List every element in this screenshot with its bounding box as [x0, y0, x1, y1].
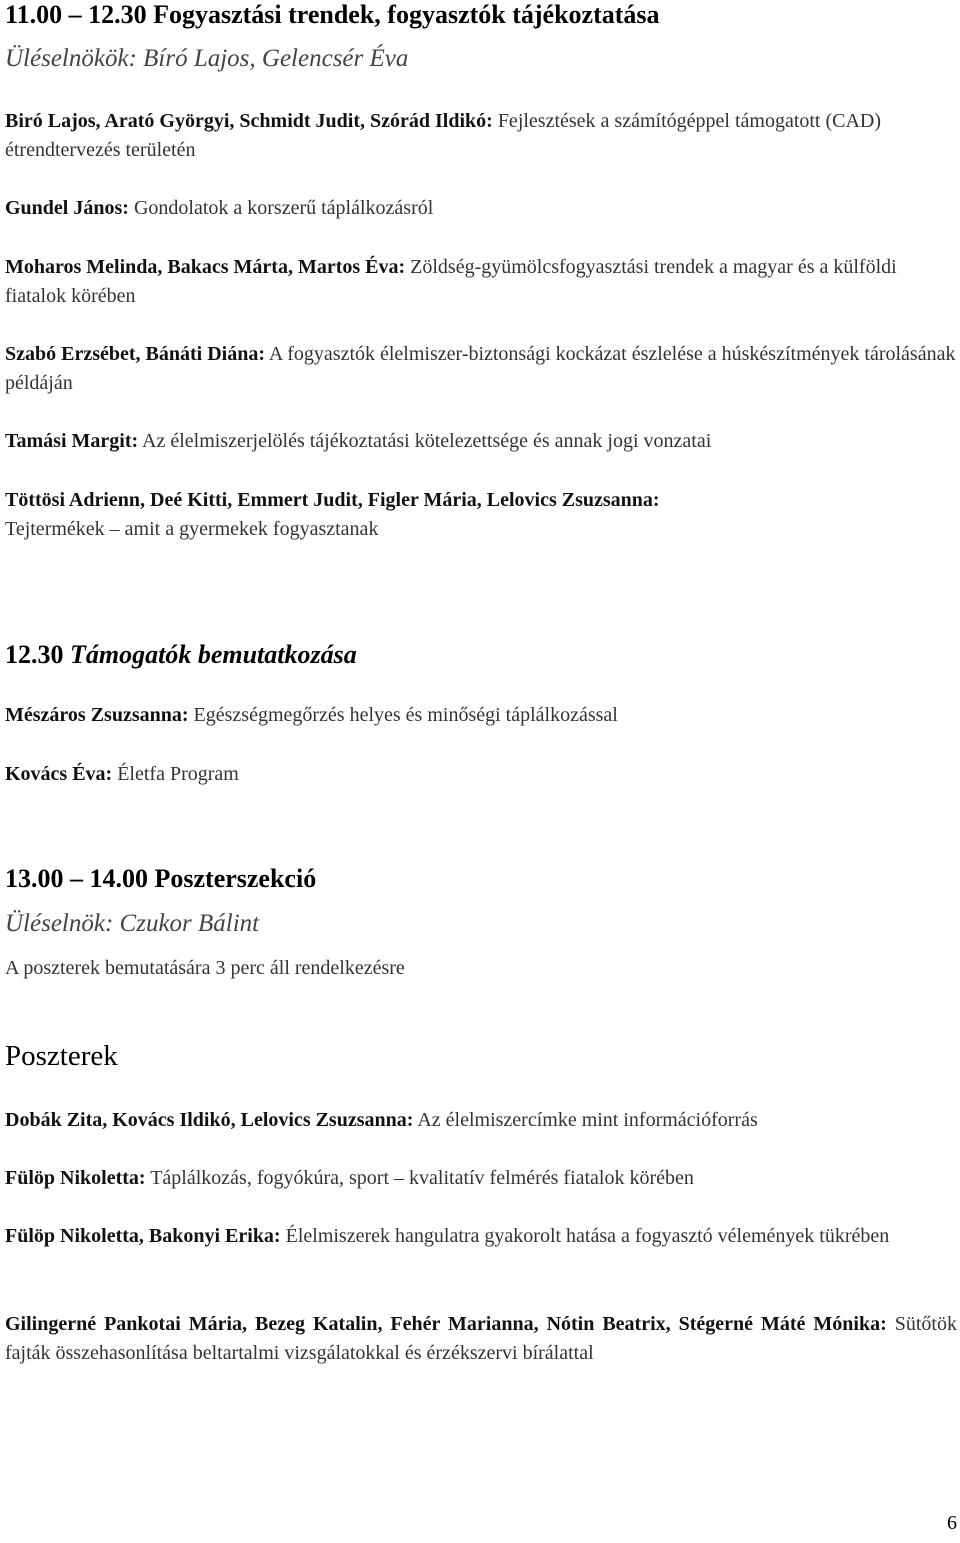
poster-2-authors: Fülöp Nikoletta:	[5, 1167, 146, 1189]
talk-4-authors: Szabó Erzsébet, Bánáti Diána:	[5, 343, 265, 365]
session2-time: 12.30	[5, 640, 64, 669]
page-number: 6	[947, 1512, 957, 1534]
talk-4-title: A fogyasztók élelmiszer-biztonsági kockázat észlelése a húskészítmények tárolásának példáján	[5, 343, 956, 394]
talk-6-title: Tejtermékek – amit a gyermekek fogyasztanak	[5, 518, 379, 540]
talk-3-title: Zöldség-gyümölcsfogyasztási trendek a magyar és a külföldi fiatalok körében	[5, 256, 897, 307]
poster-1-title: Az élelmiszercímke mint információforrás	[417, 1109, 758, 1131]
poster-1-authors: Dobák Zita, Kovács Ildikó, Lelovics Zsuzsanna:	[5, 1109, 414, 1131]
session3-title: Poszterszekció	[154, 864, 317, 893]
talk-5-title: Az élelmiszerjelölés tájékoztatási kötelezettsége és annak jogi vonzatai	[142, 430, 712, 452]
talk-1-authors: Biró Lajos, Arató Györgyi, Schmidt Judit, Szórád Ildikó:	[5, 110, 493, 132]
poster-4-authors: Gilingerné Pankotai Mária, Bezeg Katalin, Fehér Marianna, Nótin Beatrix, Stégerné Máté Mónika:	[5, 1313, 887, 1335]
poster-1	[5, 1106, 957, 1135]
sponsor-talk-2	[5, 760, 957, 789]
talk-2-title: Gondolatok a korszerű táplálkozásról	[133, 197, 434, 219]
talk-3-authors: Moharos Melinda, Bakacs Márta, Martos Éva:	[5, 256, 406, 278]
session1-title: Fogyasztási trendek, fogyasztók tájékoztatása	[153, 0, 660, 29]
talk-5	[5, 427, 957, 456]
talk-6-authors: Töttösi Adrienn, Deé Kitti, Emmert Judit, Figler Mária, Lelovics Zsuzsanna:	[5, 489, 660, 511]
session3-note: A poszterek bemutatására 3 perc áll rendelkezésre	[5, 957, 405, 979]
sponsor-talk-2-authors: Kovács Éva:	[5, 763, 113, 785]
program-page	[5, 0, 957, 1543]
sponsor-talk-1-title: Egészségmegőrzés helyes és minőségi táplálkozással	[193, 704, 618, 726]
talk-2-authors: Gundel János:	[5, 197, 129, 219]
talk-5-authors: Tamási Margit:	[5, 430, 139, 452]
poster-3	[5, 1222, 957, 1251]
session2-title: Támogatók bemutatkozása	[70, 640, 357, 669]
poster-4-title: Sütőtök fajták összehasonlítása beltartalmi vizsgálatokkal és érzékszervi bírálattal	[5, 1313, 957, 1364]
poster-2-title: Táplálkozás, fogyókúra, sport – kvalitatív felmérés fiatalok körében	[150, 1167, 694, 1189]
poster-3-title: Élelmiszerek hangulatra gyakorolt hatása a fogyasztó vélemények tükrében	[285, 1225, 890, 1247]
sponsor-talk-2-title: Életfa Program	[117, 763, 239, 785]
posters-heading: Poszterek	[5, 1040, 118, 1072]
poster-4	[5, 1310, 957, 1368]
talk-1	[5, 107, 957, 165]
session1-heading	[5, 0, 957, 30]
poster-3-authors: Fülöp Nikoletta, Bakonyi Erika:	[5, 1225, 281, 1247]
talk-3	[5, 253, 957, 311]
poster-2	[5, 1164, 957, 1193]
talk-1-title: Fejlesztések a számítógéppel támogatott (CAD) étrendtervezés területén	[5, 110, 882, 161]
session3-heading	[5, 864, 957, 894]
sponsor-talk-1	[5, 701, 957, 730]
session3-chairs: Üléselnök: Czukor Bálint	[5, 910, 260, 937]
session1-time: 11.00 – 12.30	[5, 0, 147, 29]
talk-2	[5, 194, 957, 223]
session1-chairs: Üléselnökök: Bíró Lajos, Gelencsér Éva	[5, 45, 409, 72]
session2-heading	[5, 640, 957, 670]
talk-6	[5, 486, 957, 544]
session3-time: 13.00 – 14.00	[5, 864, 148, 893]
sponsor-talk-1-authors: Mészáros Zsuzsanna:	[5, 704, 189, 726]
talk-4	[5, 340, 957, 398]
